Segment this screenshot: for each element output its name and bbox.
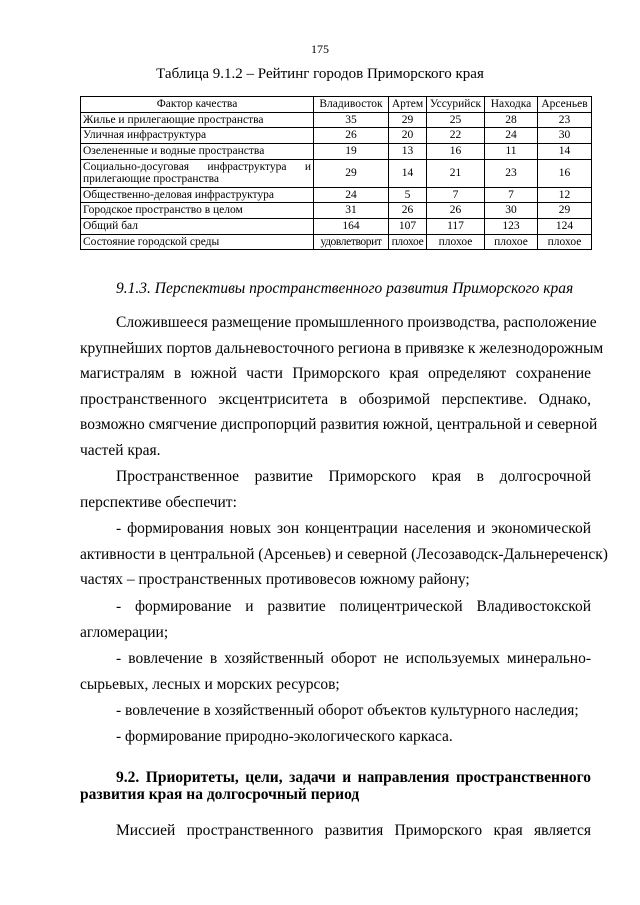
text-line: - формирование и развитие полицентрической Владивостокской <box>116 598 591 615</box>
value-cell: 26 <box>427 203 485 219</box>
value-cell: 25 <box>427 112 485 128</box>
value-cell: 35 <box>314 112 389 128</box>
text-line: активности в центральной (Арсеньев) и северной (Лесозаводск-Дальнереченск) <box>80 545 608 563</box>
text-line: магистралям в южной части Приморского края определяют сохранение <box>80 365 591 382</box>
text-line: - вовлечение в хозяйственный оборот объектов культурного наследия; <box>116 702 579 719</box>
page-number: 175 <box>311 42 329 56</box>
value-cell: 30 <box>485 203 538 219</box>
bullet-item <box>80 698 591 724</box>
value-cell: 123 <box>485 219 538 235</box>
value-cell: 7 <box>485 187 538 203</box>
factor-cell: Уличная инфраструктура <box>81 128 314 144</box>
table-row <box>81 234 592 250</box>
factor-cell: Общий бал <box>81 219 314 235</box>
value-cell: 24 <box>485 128 538 144</box>
column-header: Артем <box>389 97 427 113</box>
value-cell: плохое <box>538 234 592 250</box>
column-header: Находка <box>485 97 538 113</box>
value-cell: 16 <box>427 143 485 159</box>
text-line: Сложившееся размещение промышленного производства, расположение <box>116 314 597 331</box>
bullet-item <box>80 594 591 645</box>
bullet-item <box>80 646 591 697</box>
table-header-row <box>81 97 592 113</box>
table-row <box>81 203 592 219</box>
text-line: - формирование природно-экологического каркаса. <box>116 728 453 745</box>
column-header: Уссурийск <box>427 97 485 113</box>
column-header: Фактор качества <box>81 97 314 113</box>
value-cell: 107 <box>389 219 427 235</box>
text-line: Миссией пространственного развития Приморского края является <box>116 822 591 839</box>
value-cell: 24 <box>314 187 389 203</box>
city-rating-table <box>80 96 592 250</box>
text-line: крупнейших портов дальневосточного региона в привязке к железнодорожным <box>80 339 604 357</box>
factor-cell: Городское пространство в целом <box>81 203 314 219</box>
value-cell: 11 <box>485 143 538 159</box>
factor-cell: Жилье и прилегающие пространства <box>81 112 314 128</box>
text-line: пространственного эксцентриситета в обозримой перспективе. Однако, <box>80 390 591 408</box>
value-cell: 164 <box>314 219 389 235</box>
value-cell: 5 <box>389 187 427 203</box>
value-cell: 23 <box>485 159 538 187</box>
text-line: Пространственное развитие Приморского края в долгосрочной <box>116 468 591 485</box>
value-cell: 14 <box>389 159 427 187</box>
value-cell: 124 <box>538 219 592 235</box>
text-line: развития края на долгосрочный период <box>80 786 360 803</box>
text-line: частей края. <box>80 441 161 459</box>
section-title <box>80 769 591 803</box>
subsection-title: 9.1.3. Перспективы пространственного развития Приморского края <box>116 280 574 297</box>
factor-cell: Состояние городской среды <box>81 234 314 250</box>
value-cell: 31 <box>314 203 389 219</box>
bullet-item <box>80 516 608 593</box>
table-row <box>81 187 592 203</box>
table-row <box>81 219 592 235</box>
value-cell: 26 <box>314 128 389 144</box>
table-caption: Таблица 9.1.2 – Рейтинг городов Приморского края <box>156 66 484 82</box>
value-cell: 22 <box>427 128 485 144</box>
text-line: - вовлечение в хозяйственный оборот не используемых минерально- <box>116 650 591 667</box>
factor-cell: Озелененные и водные пространства <box>81 143 314 159</box>
text-line: возможно смягчение диспропорций развития южной, центральной и северной <box>80 416 598 433</box>
value-cell: 20 <box>389 128 427 144</box>
table-row <box>81 143 592 159</box>
value-cell: 117 <box>427 219 485 235</box>
value-cell: 23 <box>538 112 592 128</box>
factor-cell: Социально-досуговая инфраструктура и прилегающие пространства <box>81 159 314 187</box>
value-cell: 26 <box>389 203 427 219</box>
text-line: 9.2. Приоритеты, цели, задачи и направления пространственного <box>116 769 591 786</box>
value-cell: 29 <box>538 203 592 219</box>
value-cell: 12 <box>538 187 592 203</box>
value-cell: 13 <box>389 143 427 159</box>
value-cell: 14 <box>538 143 592 159</box>
table-row <box>81 112 592 128</box>
text-line: частях – пространственных противовесов южному району; <box>80 571 470 588</box>
value-cell: 29 <box>314 159 389 187</box>
value-cell: плохое <box>485 234 538 250</box>
value-cell: плохое <box>427 234 485 250</box>
paragraph <box>80 464 591 515</box>
table-row <box>81 128 592 144</box>
paragraph <box>80 310 604 463</box>
value-cell: 30 <box>538 128 592 144</box>
value-cell: 21 <box>427 159 485 187</box>
paragraph <box>80 818 591 844</box>
value-cell: 19 <box>314 143 389 159</box>
column-header: Владивосток <box>314 97 389 113</box>
value-cell: 16 <box>538 159 592 187</box>
value-cell: 7 <box>427 187 485 203</box>
value-cell: 28 <box>485 112 538 128</box>
text-line: - формирования новых зон концентрации населения и экономической <box>116 520 591 537</box>
column-header: Арсеньев <box>538 97 592 113</box>
text-line: перспективе обеспечит: <box>80 493 237 511</box>
factor-cell: Общественно-деловая инфраструктура <box>81 187 314 203</box>
text-line: сырьевых, лесных и морских ресурсов; <box>80 675 340 693</box>
text-line: агломерации; <box>80 623 169 641</box>
value-cell: удовлетворит <box>314 234 389 250</box>
table-row <box>81 159 592 187</box>
value-cell: плохое <box>389 234 427 250</box>
bullet-item <box>80 724 591 750</box>
value-cell: 29 <box>389 112 427 128</box>
